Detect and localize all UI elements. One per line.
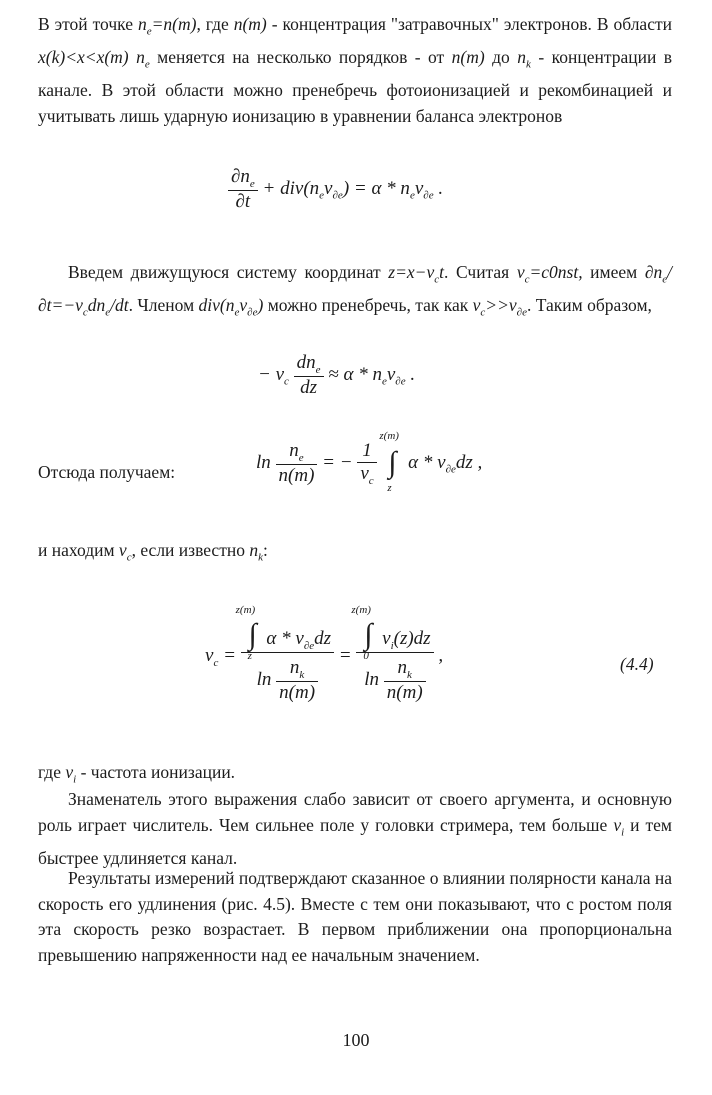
fraction-main-2: z(m) ∫ 0 $v_i(z)dz$ ln $\frac{n_k}{n(m)}$: [356, 610, 433, 704]
integral-sign: z(m) ∫ z: [379, 430, 399, 495]
fraction-ne-nm: $\frac{n_e}{n(m)}$: [276, 440, 318, 487]
paragraph-6: Результаты измерений подтверждают сказанное о влиянии полярности канала на скорость его удлинения (рис. 4.5). Вместе с тем они показывают, что с ростом поля эта скорость резко возрастает. В первом приближении она пропорциональна превышению напряженности над ее начальным значением.: [38, 868, 672, 965]
equation-ln-integral: ln $\frac{n_e}{n(m)}$ = − $\frac{1}{v_c}$ z(m) ∫ z α * $v_{\partial e}dz$ ,: [256, 430, 483, 495]
fraction-dne-dz: $\frac{dn_e}{dz}$: [294, 352, 324, 399]
paragraph-5: Знаменатель этого выражения слабо зависит от своего аргумента, и основную роль играет числитель. Чем сильнее поле у головки стримера, тем больше $v_i$ и тем быстрее удлиняется канал.: [38, 789, 673, 868]
page-number: 100: [342, 1030, 370, 1050]
equation-approx: − $v_c$ $\frac{dn_e}{dz}$ ≈ α * $n_ev_{\partial e}$ .: [258, 352, 416, 398]
equation-balance: $\frac{\partial n_e}{\partial t}$ + $div(n_ev_{\partial e}) = \alpha * n_ev_{\partial e}$ .: [228, 166, 443, 213]
paragraph-1: В этой точке $n_e=n(m)$, где n(m) - концентрация "затравочных" электронов. В области x(k)<x<x(m) $n_e$ меняется на несколько порядков - от n(m) до $n_k$ - концентрации в канале. В этой области можно пренебречь фотоионизацией и рекомбинацией и учитывать лишь ударную ионизацию в уравнении баланса электронов: [38, 14, 673, 126]
fraction-main-1: z(m) ∫ z α * $v_{\partial e}dz$ ln $\frac{n_k}{n(m)}$: [241, 610, 334, 704]
equation-label-otsyuda: Отсюда получаем:: [38, 462, 176, 482]
paragraph-4: где $v_i$ - частота ионизации.: [38, 762, 236, 786]
equation-4-4: $v_c$ = z(m) ∫ z α * $v_{\partial e}dz$ ln $\frac{n_k}{n(m)}$ = z(m) ∫ 0 $v_i(z)dz$ ln $\frac{n_k}{n(m)}$ ,: [205, 604, 444, 703]
equation-number-4-4: (4.4): [620, 654, 654, 674]
paragraph-2: Введем движущуюся систему координат $z=x-v_ct$. Считая $v_c=c0nst$, имеем $\partial n_e/\partial t=-v_cdn_e/dt$. Членом $div(n_ev_{\partial e})$ можно пренебречь, так как $v_c>>v_{\partial e}$. Таким образом,: [38, 262, 672, 319]
fraction-1-vc: $\frac{1}{v_c}$: [357, 440, 376, 487]
fraction-dne-dt: $\frac{\partial n_e}{\partial t}$: [228, 166, 258, 213]
paragraph-3: и находим $v_c$, если известно $n_k$:: [38, 540, 268, 564]
